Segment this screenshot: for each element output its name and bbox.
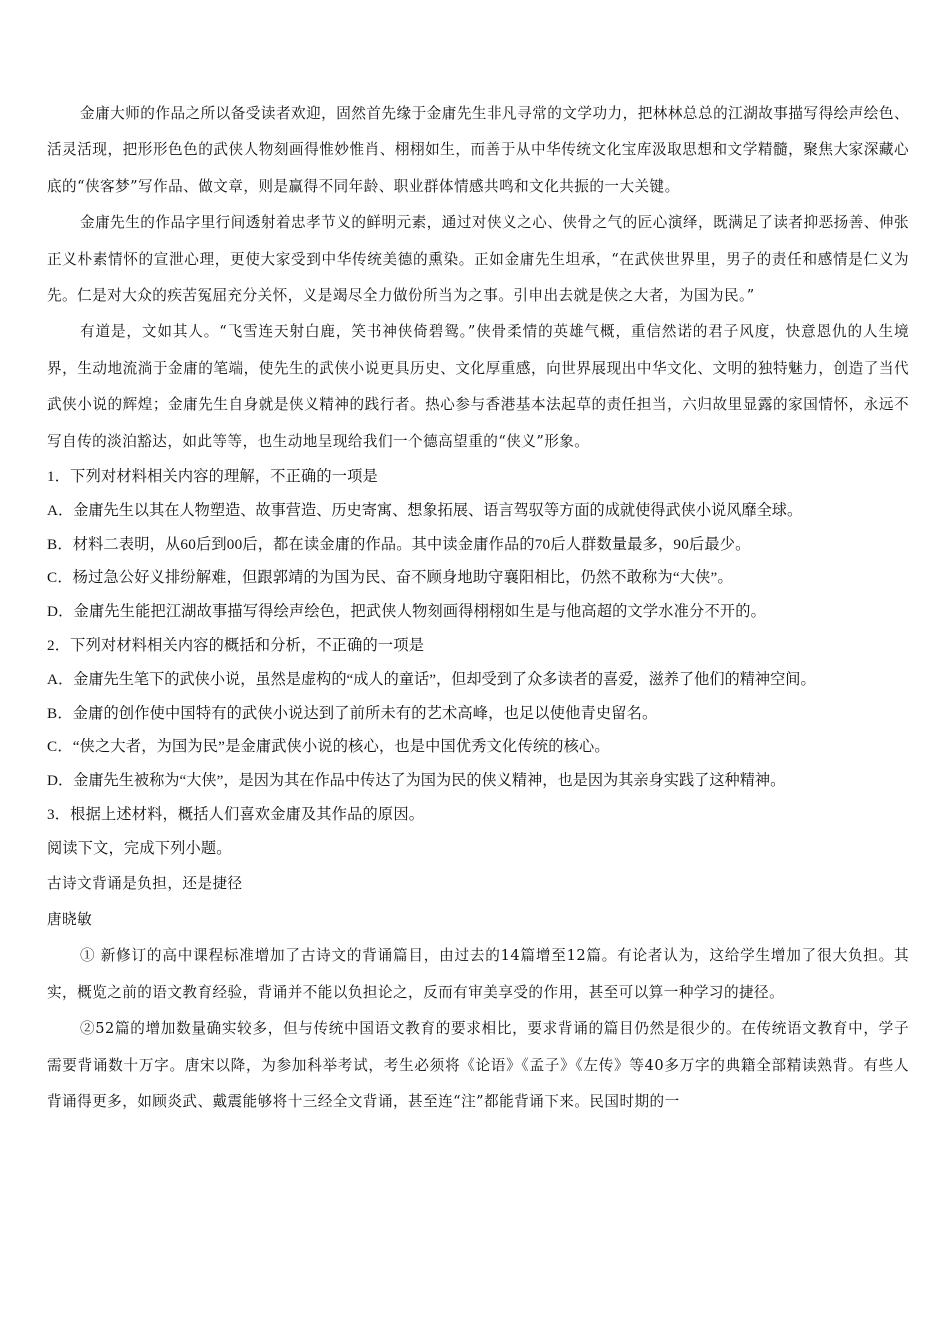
option-b: B．材料二表明，从60后到00后，都在读金庸的作品。其中读金庸作品的70后人群数量最多，90后最少。 [47,535,751,553]
option-d: D．金庸先生能把江湖故事描写得绘声绘色，把武侠人物刻画得栩栩如生是与他高超的文学水准分不开的。 [47,603,766,621]
article-author: 唐晓敏 [47,911,93,929]
option-d: D．金庸先生被称为“大侠”，是因为其在作品中传达了为国为民的侠义精神，也是因为其亲身实践了这种精神。 [47,772,786,790]
question-stem: 2．下列对材料相关内容的概括和分析，不正确的一项是 [47,637,425,655]
section-instruction: 阅读下文，完成下列小题。 [47,839,232,857]
reading-section-two [47,832,909,1121]
passage-paragraph: 有道是，文如其人。“飞雪连天射白鹿，笑书神侠倚碧鸳。”侠骨柔情的英雄气概，重信然诺的君子风度，快意恩仇的人生境界，生动地流淌于金庸的笔端，使先生的武侠小说更具历史、文化厚重感，向世界展现出中华文化、文明的独特魅力，创造了当代武侠小说的辉煌；金庸先生自身就是侠义精神的践行者。热心参与香港基本法起草的责任担当，六归故里显露的家国情怀，永远不写自传的淡泊豁达，如此等等，也生动地呈现给我们一个德高望重的“侠义”形象。 [47,323,909,450]
question-stem: 3．根据上述材料，概括人们喜欢金庸及其作品的原因。 [47,806,425,824]
article-paragraph: ②52篇的增加数量确实较多，但与传统中国语文教育的要求相比，要求背诵的篇目仍然是很少的。在传统语文教育中，学子需要背诵数十万字。唐宋以降，为参加科举考试，考生必须将《论语》《孟子》《左传》等40多万字的典籍全部精读熟背。有些人背诵得更多，如顾炎武、戴震能够将十三经全文背诵，甚至连“注”都能背诵下来。民国时期的一 [47,1020,909,1111]
question-stem: 1．下列对材料相关内容的理解，不正确的一项是 [47,468,378,486]
passage-one [47,96,909,460]
question-two [47,629,909,798]
article-paragraph: ① 新修订的高中课程标准增加了古诗文的背诵篇目，由过去的14篇增至12篇。有论者认为，这给学生增加了很大负担。其实，概览之前的语文教育经验，背诵并不能以负担论之，反而有审美享受的作用，甚至可以算一种学习的捷径。 [47,947,909,1001]
article-title: 古诗文背诵是负担，还是捷径 [47,874,243,892]
option-b: B．金庸的创作使中国特有的武侠小说达到了前所未有的艺术高峰，也足以使他青史留名。 [47,704,658,722]
option-c: C．“侠之大者，为国为民”是金庸武侠小说的核心，也是中国优秀文化传统的核心。 [47,738,610,756]
option-a: A．金庸先生笔下的武侠小说，虽然是虚构的“成人的童话”，但却受到了众多读者的喜爱，滋养了他们的精神空间。 [47,670,816,688]
question-three [47,798,909,832]
passage-paragraph: 金庸大师的作品之所以备受读者欢迎，固然首先缘于金庸先生非凡寻常的文学功力，把林林总总的江湖故事描写得绘声绘色、活灵活现，把形形色色的武侠人物刻画得惟妙惟肖、栩栩如生，而善于从中华传统文化宝库汲取思想和文学精髓，聚焦大家深藏心底的“侠客梦”写作品、做文章，则是赢得不同年龄、职业群体情感共鸣和文化共振的一大关键。 [47,105,909,195]
question-one [47,460,909,629]
option-a: A．金庸先生以其在人物塑造、故事营造、历史寄寓、想象拓展、语言驾驭等方面的成就使得武侠小说风靡全球。 [47,501,803,519]
option-c: C．杨过急公好义排纷解难，但跟郭靖的为国为民、奋不顾身地助守襄阳相比，仍然不敢称为“大侠”。 [47,569,733,587]
passage-paragraph: 金庸先生的作品字里行间透射着忠孝节义的鲜明元素，通过对侠义之心、侠骨之气的匠心演绎，既满足了读者抑恶扬善、伸张正义朴素情怀的宣泄心理，更使大家受到中华传统美德的熏染。正如金庸先生坦承，“在武侠世界里，男子的责任和感情是仁义为先。仁是对大众的疾苦冤屈充分关怀，义是竭尽全力做份所当为之事。引申出去就是侠之大者，为国为民。” [47,214,909,305]
exam-page [47,96,909,1120]
